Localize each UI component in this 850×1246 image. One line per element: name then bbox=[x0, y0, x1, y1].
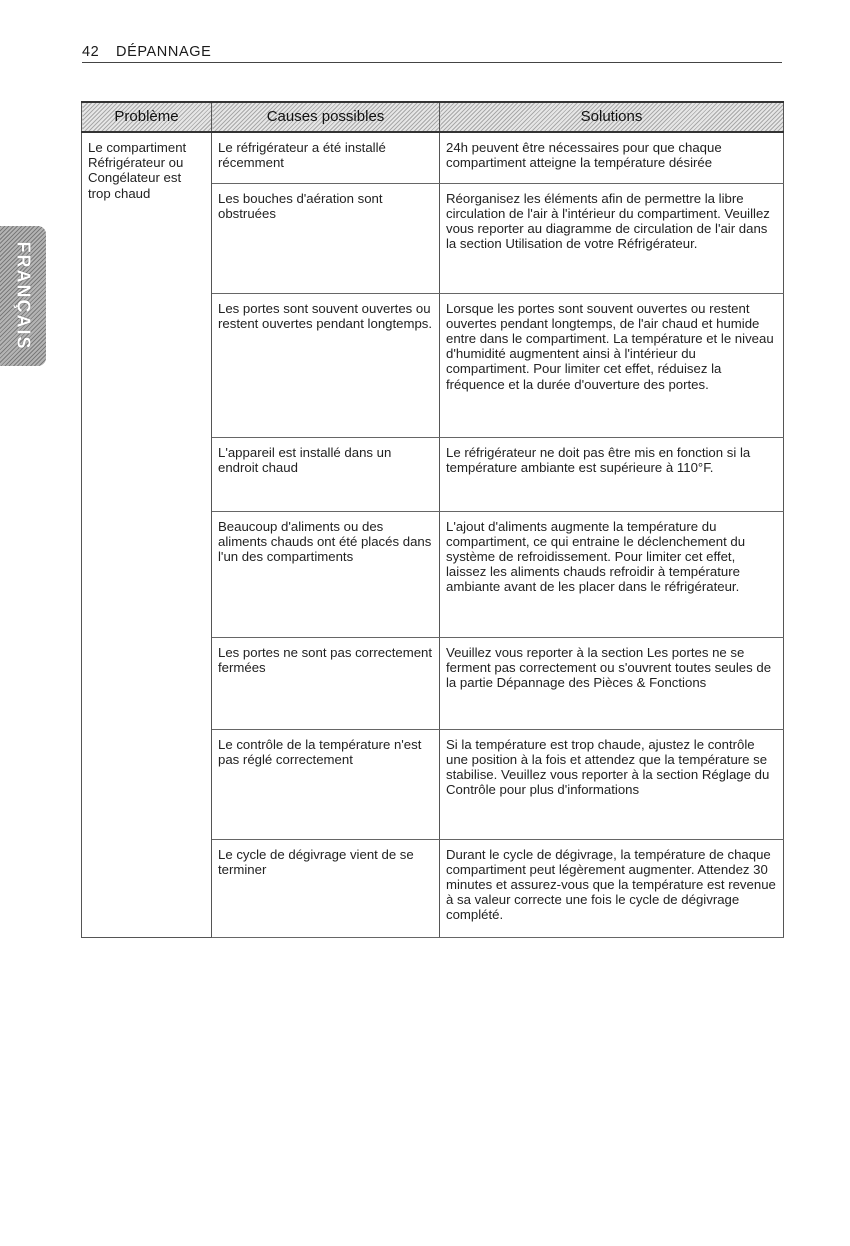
solution-cell: Le réfrigérateur ne doit pas être mis en fonction si la température ambiante est supérieure à 110°F. bbox=[440, 437, 784, 511]
cause-cell: Les bouches d'aération sont obstruées bbox=[212, 183, 440, 293]
column-header-solutions: Solutions bbox=[440, 102, 784, 132]
solution-cell: 24h peuvent être nécessaires pour que chaque compartiment atteigne la température désirée bbox=[440, 132, 784, 183]
solution-cell: Si la température est trop chaude, ajustez le contrôle une position à la fois et attendez que la température se stabilise. Veuillez vous reporter à la section Réglage du Contrôle pour plus d'informations bbox=[440, 729, 784, 839]
table-row bbox=[82, 132, 784, 183]
cause-cell: Les portes sont souvent ouvertes ou restent ouvertes pendant longtemps. bbox=[212, 293, 440, 437]
cause-cell: Les portes ne sont pas correctement fermées bbox=[212, 637, 440, 729]
section-title: DÉPANNAGE bbox=[116, 44, 212, 60]
solution-cell: Réorganisez les éléments afin de permettre la libre circulation de l'air à l'intérieur du compartiment. Veuillez vous reporter au diagramme de circulation de l'air dans la section Utilisation de votre Réfrigérateur. bbox=[440, 183, 784, 293]
table-header-row bbox=[82, 102, 784, 132]
solution-cell: Durant le cycle de dégivrage, la température de chaque compartiment peut légèrement augmenter. Attendez 30 minutes et assurez-vous que la température est revenue à sa valeur correcte une fois le cycle de dégivrage complété. bbox=[440, 839, 784, 937]
solution-cell: L'ajout d'aliments augmente la température du compartiment, ce qui entraine le déclenchement du système de refroidissement. Pour limiter cet effet, laissez les aliments chauds refroidir à température ambiante avant de les placer dans le réfrigérateur. bbox=[440, 511, 784, 637]
solution-cell: Lorsque les portes sont souvent ouvertes ou restent ouvertes pendant longtemps, de l'air chaud et humide entre dans le compartiment. La température et le niveau d'humidité augmentent ainsi à l'intérieur du compartiment. Pour limiter cet effet, réduisez la fréquence et la durée d'ouverture des portes. bbox=[440, 293, 784, 437]
cause-cell: Le contrôle de la température n'est pas réglé correctement bbox=[212, 729, 440, 839]
problem-cell: Le compartiment Réfrigérateur ou Congélateur est trop chaud bbox=[82, 132, 212, 937]
troubleshooting-table bbox=[81, 101, 784, 938]
language-tab bbox=[0, 226, 46, 366]
cause-cell: Beaucoup d'aliments ou des aliments chauds ont été placés dans l'un des compartiments bbox=[212, 511, 440, 637]
column-header-problem: Problème bbox=[82, 102, 212, 132]
column-header-causes: Causes possibles bbox=[212, 102, 440, 132]
cause-cell: Le réfrigérateur a été installé récemment bbox=[212, 132, 440, 183]
cause-cell: Le cycle de dégivrage vient de se terminer bbox=[212, 839, 440, 937]
page-number: 42 bbox=[82, 44, 100, 60]
solution-cell: Veuillez vous reporter à la section Les portes ne se ferment pas correctement ou s'ouvrent toutes seules de la partie Dépannage des Pièces & Fonctions bbox=[440, 637, 784, 729]
page-header bbox=[82, 44, 782, 63]
cause-cell: L'appareil est installé dans un endroit chaud bbox=[212, 437, 440, 511]
language-tab-label: FRANÇAIS bbox=[13, 241, 34, 351]
